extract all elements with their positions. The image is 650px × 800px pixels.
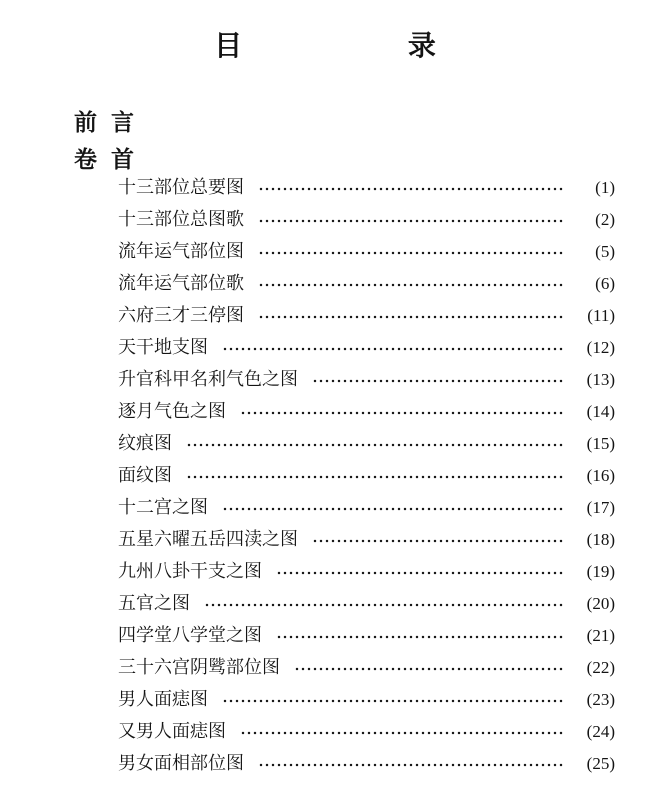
toc-entry-page-number: (22) (586, 658, 615, 677)
toc-entry[interactable] (118, 684, 615, 716)
toc-entry[interactable] (118, 748, 615, 780)
dot-leader (258, 315, 563, 319)
dot-leader (312, 379, 563, 383)
dot-leader (204, 603, 563, 607)
toc-entry-title: 面纹图 (118, 465, 172, 486)
toc-entry-page-number: (1) (595, 178, 615, 197)
toc-entry-title: 升官科甲名利气色之图 (118, 369, 298, 390)
toc-entry-page-number: (15) (586, 434, 615, 453)
section-heading-preface[interactable]: 前言 (74, 110, 148, 136)
toc-entry-title: 流年运气部位歌 (118, 273, 244, 294)
dot-leader (258, 763, 563, 767)
dot-leader (186, 443, 563, 447)
toc-entry[interactable] (118, 652, 615, 684)
toc-entry[interactable] (118, 396, 615, 428)
toc-entry[interactable] (118, 332, 615, 364)
dot-leader (258, 251, 563, 255)
toc-entry[interactable] (118, 428, 615, 460)
toc-entry-page-number: (20) (586, 594, 615, 613)
dot-leader (186, 475, 563, 479)
toc-entry[interactable] (118, 492, 615, 524)
toc-entry-page-number: (12) (586, 338, 615, 357)
toc-entry[interactable] (118, 172, 615, 204)
toc-entry[interactable] (118, 620, 615, 652)
toc-entry-page-number: (17) (586, 498, 615, 517)
toc-entry-title: 流年运气部位图 (118, 241, 244, 262)
toc-entry-title: 逐月气色之图 (118, 401, 226, 422)
toc-entry-page-number: (2) (595, 210, 615, 229)
dot-leader (258, 283, 563, 287)
dot-leader (240, 731, 563, 735)
toc-entry-title: 四学堂八学堂之图 (118, 625, 262, 646)
dot-leader (258, 219, 563, 223)
dot-leader (276, 635, 563, 639)
section-heading-volume-head[interactable]: 卷首 (74, 147, 148, 173)
toc-entry[interactable] (118, 236, 615, 268)
toc-entry-title: 十二宫之图 (118, 497, 208, 518)
toc-entry-page-number: (16) (586, 466, 615, 485)
dot-leader (276, 571, 563, 575)
toc-entry-page-number: (18) (586, 530, 615, 549)
toc-entry-title: 五星六曜五岳四渎之图 (118, 529, 298, 550)
dot-leader (312, 539, 563, 543)
toc-entry-title: 六府三才三停图 (118, 305, 244, 326)
toc-entry-title: 十三部位总要图 (118, 177, 244, 198)
toc-entry[interactable] (118, 556, 615, 588)
toc-entry[interactable] (118, 716, 615, 748)
toc-entry-page-number: (19) (586, 562, 615, 581)
toc-entry-title: 九州八卦干支之图 (118, 561, 262, 582)
dot-leader (294, 667, 563, 671)
page-title: 目 录 (214, 29, 514, 62)
toc-entry-page-number: (21) (586, 626, 615, 645)
toc-entry-page-number: (14) (586, 402, 615, 421)
toc-entry[interactable] (118, 300, 615, 332)
dot-leader (222, 507, 563, 511)
dot-leader (258, 187, 563, 191)
toc-entry[interactable] (118, 204, 615, 236)
toc-entry-page-number: (25) (586, 754, 615, 773)
toc-entry-page-number: (13) (586, 370, 615, 389)
toc-entry-title: 男女面相部位图 (118, 753, 244, 774)
toc-entry-title: 十三部位总图歌 (118, 209, 244, 230)
toc-entry-title: 天干地支图 (118, 337, 208, 358)
dot-leader (222, 699, 563, 703)
toc-entry[interactable] (118, 588, 615, 620)
toc-entry[interactable] (118, 268, 615, 300)
dot-leader (240, 411, 563, 415)
toc-entry-page-number: (11) (587, 306, 615, 325)
toc-entry-page-number: (5) (595, 242, 615, 261)
toc-entry[interactable] (118, 364, 615, 396)
toc-entry-title: 三十六宫阴骘部位图 (118, 657, 280, 678)
toc-entry-title: 男人面痣图 (118, 689, 208, 710)
toc-entry-page-number: (6) (595, 274, 615, 293)
toc-entry[interactable] (118, 460, 615, 492)
toc-entry-page-number: (23) (586, 690, 615, 709)
table-of-contents (118, 172, 615, 780)
toc-entry-title: 又男人面痣图 (118, 721, 226, 742)
dot-leader (222, 347, 563, 351)
toc-entry-title: 纹痕图 (118, 433, 172, 454)
toc-entry-page-number: (24) (586, 722, 615, 741)
toc-entry-title: 五官之图 (118, 593, 190, 614)
toc-entry[interactable] (118, 524, 615, 556)
